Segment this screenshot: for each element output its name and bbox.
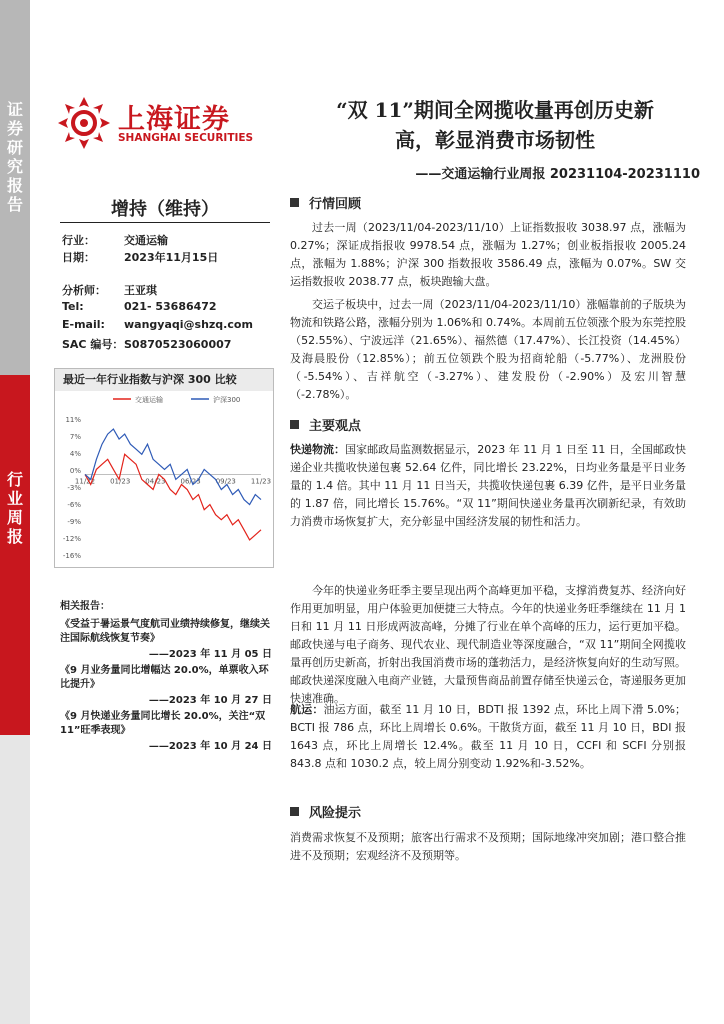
related-report-title[interactable]: 《受益于暑运景气度航司业绩持续修复，继续关注国际航线恢复节奏》: [60, 619, 270, 644]
review-paragraph-1: 过去一周（2023/11/04-2023/11/10）上证指数报收 3038.97 点，涨幅为 0.27%；深证成指报收 9978.54 点，涨幅为 1.27%；创业板指报收 2005.24 点，涨幅为 1.88%；沪深 300 指数报收 3586.49 点，涨幅为 0.07%。SW 交运指数报收 2038.77 点，板块跑输大盘。: [290, 221, 686, 288]
email-row: [62, 318, 253, 331]
shipping-label: 航运：: [290, 703, 324, 716]
section-bullet-icon: [290, 198, 299, 207]
report-title: [290, 95, 700, 155]
sac-value: S0870523060007: [124, 338, 232, 351]
logo-english-name: SHANGHAI SECURITIES: [118, 132, 254, 144]
related-reports: [60, 600, 272, 754]
side-band-category: 行业周报: [6, 470, 23, 546]
y-tick-label: -6%: [67, 501, 81, 509]
risk-paragraph: 消费需求恢复不及预期；旅客出行需求不及预期；国际地缘冲突加剧；港口整合推进不及预期；宏观经济不及预期等。: [290, 831, 686, 862]
express-paragraph-2: 今年的快递业务旺季主要呈现出两个高峰更加平稳，支撑消费复苏、经济向好作用更加明显，用户体验更加便捷三大特点。今年的快递业务旺季继续在 11 月 1 日和 11 月 11 日形成两波高峰，分摊了行业在单个高峰的压力，运行更加平稳。邮政快递与电子商务、现代农业、现代制造业等深度融合，“双 11”期间全网揽收量再创历史新高，折射出我国消费市场的蓬勃活力，是经济恢复向好的生动写照。邮政快递深度融入电商产业链，大量预售商品前置存储至快递云仓，寄递服务更加快速准确。: [290, 584, 686, 705]
side-band: [0, 0, 30, 1024]
sac-label: SAC 编号：: [62, 338, 124, 351]
date-row: [62, 249, 218, 265]
email-label: E-mail:: [62, 318, 105, 331]
related-report-title[interactable]: 《9 月快递业务量同比增长 20.0%，关注“双 11”旺季表现》: [60, 711, 266, 736]
analyst-label: 分析师：: [62, 284, 106, 297]
report-subtitle: ——交通运输行业周报 20231104-20231110: [415, 167, 700, 182]
tel-row: [62, 300, 217, 313]
side-band-bottom: [0, 735, 30, 1024]
analyst-row: [62, 282, 157, 298]
y-tick-label: -12%: [62, 535, 81, 543]
related-report-date: ——2023 年 11 月 05 日: [148, 649, 272, 660]
side-band-middle: [0, 375, 30, 735]
industry-row: [62, 232, 168, 248]
x-tick-label: 01/23: [110, 477, 131, 486]
company-logo: [56, 95, 256, 155]
date-label: 日期：: [62, 251, 95, 264]
section-title: 主要观点: [309, 419, 362, 434]
express-paragraph-1: [290, 441, 686, 531]
section-main-views: [290, 415, 361, 434]
tel-value: 021- 53686472: [124, 300, 217, 313]
email-value[interactable]: wangyaqi@shzq.com: [124, 318, 253, 331]
y-tick-label: 4%: [69, 450, 81, 458]
logo-mark-icon: [56, 95, 112, 151]
investment-rating: 增持（维持）: [111, 199, 219, 220]
section-title: 风险提示: [309, 806, 362, 821]
sac-row: [62, 336, 231, 352]
y-tick-label: -3%: [67, 484, 81, 492]
side-band-top: [0, 0, 30, 375]
series-line-transport: [85, 454, 261, 540]
related-report-date: ——2023 年 10 月 24 日: [148, 741, 272, 752]
report-title-line1: “双 11”期间全网揽收量再创历史新: [336, 98, 654, 122]
shipping-text: 油运方面，截至 11 月 10 日，BDTI 报 1392 点，环比上周下滑 5.0%；BCTI 报 786 点，环比上周增长 0.6%。干散货方面，截至 11 月 10 日，BDI 报 1643 点，环比上周增长 12.4%。截至 11 月 10 日，CCFI 和 SCFI 分别报 843.8 点和 1030.2 点，较上周分别变动 1.92%和-3.52%。: [290, 703, 686, 770]
legend-label: 沪深300: [213, 396, 241, 404]
section-bullet-icon: [290, 420, 299, 429]
y-tick-label: 11%: [65, 416, 81, 424]
industry-value: 交通运输: [124, 234, 168, 247]
express-text: 国家邮政局监测数据显示，2023 年 11 月 1 日至 11 日，全国邮政快递企业共揽收快递包裹 52.64 亿件，同比增长 23.22%，日均业务量是平日业务量的 1.4 倍。其中 11 月 11 日当天，共揽收快递包裹 6.39 亿件，是平日业务量的 1.87 倍，同比增长 15.76%。“双 11”期间快递业务量再次刷新纪录，有效助力消费市场恢复扩大，充分彰显中国经济发展的韧性和活力。: [290, 443, 686, 528]
y-tick-label: -9%: [67, 518, 81, 526]
x-tick-label: 11/22: [74, 477, 96, 486]
tel-label: Tel:: [62, 300, 84, 313]
logo-chinese-name: 上海证券: [118, 104, 230, 135]
y-tick-label: 0%: [69, 467, 81, 475]
related-report-title[interactable]: 《9 月业务量同比增幅达 20.0%，单票收入环比提升》: [60, 665, 269, 690]
section-market-review: [290, 193, 361, 212]
express-label: 快递物流：: [290, 443, 346, 456]
industry-label: 行业：: [62, 234, 95, 247]
x-tick-label: 11/23: [250, 477, 272, 486]
report-title-line2: 高，彰显消费市场韧性: [395, 128, 595, 152]
shipping-paragraph: [290, 701, 686, 773]
analyst-value: 王亚琪: [124, 284, 157, 297]
y-tick-label: 7%: [69, 433, 81, 441]
section-risk: [290, 802, 361, 821]
related-reports-header: 相关报告：: [60, 601, 110, 612]
section-bullet-icon: [290, 807, 299, 816]
y-tick-label: -16%: [62, 552, 81, 560]
chart-title: 最近一年行业指数与沪深 300 比较: [55, 369, 273, 391]
x-tick-label: 04/23: [145, 477, 166, 486]
side-band-report-type: 证券研究报告: [6, 100, 23, 214]
rating-divider: [60, 222, 270, 223]
chart-plot: [55, 391, 273, 567]
date-value: 2023年11月15日: [124, 251, 219, 264]
review-paragraph-2: 交运子板块中，过去一周（2023/11/04-2023/11/10）涨幅靠前的子版块为物流和铁路公路，涨幅分别为 1.06%和 0.74%。本周前五位领涨个股为东莞控股（52.55%）、宁波远洋（21.65%）、福然德（17.47%）、长江投资（14.45%）及海晨股份（12.85%）；前五位领跌个股为招商轮船（-5.77%）、龙洲股份（-5.54%）、吉祥航空（-3.27%）、建发股份（-2.90%）及宏川智慧（-2.78%）。: [290, 298, 686, 401]
section-title: 行情回顾: [309, 197, 362, 212]
legend-label: 交通运输: [135, 396, 163, 404]
x-tick-label: 09/23: [215, 477, 236, 486]
comparison-chart: [54, 368, 274, 568]
x-tick-label: 06/23: [180, 477, 201, 486]
related-report-date: ——2023 年 10 月 27 日: [148, 695, 272, 706]
